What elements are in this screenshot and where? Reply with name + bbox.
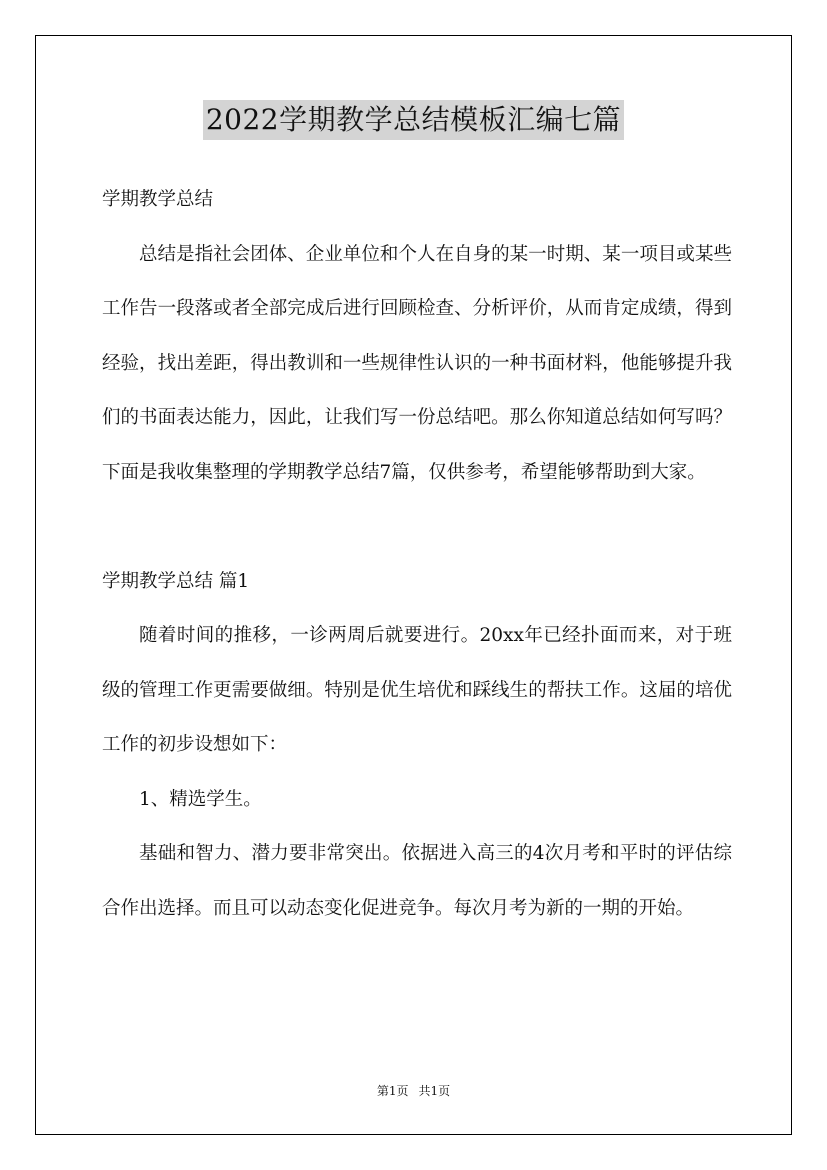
part-heading: 学期教学总结 篇1 [102, 570, 250, 592]
body-paragraph: 随着时间的推移，一诊两周后就要进行。20xx年已经扑面而来，对于班级的管理工作更需要做细。特别是优生培优和踩线生的帮扶工作。这届的培优工作的初步设想如下： [102, 625, 732, 755]
title-container [0, 100, 827, 140]
page-number: 第1页 [376, 1084, 409, 1098]
section-heading: 学期教学总结 [102, 189, 214, 210]
document-title: 2022学期教学总结模板汇编七篇 [203, 100, 624, 140]
paragraph-spacer [102, 500, 732, 555]
page-footer [0, 1081, 827, 1101]
intro-paragraph: 总结是指社会团体、企业单位和个人在自身的某一时期、某一项目或某些工作告一段落或者全部完成后进行回顾检查、分析评价，从而肯定成绩，得到经验，找出差距，得出教训和一些规律性认识的一种书面材料，他能够提升我们的书面表达能力，因此，让我们写一份总结吧。那么你知道总结如何写吗？下面是我收集整理的学期教学总结7篇，仅供参考，希望能够帮助到大家。 [102, 243, 732, 483]
document-body [102, 173, 732, 936]
page-total: 共1页 [418, 1084, 451, 1098]
body-paragraph: 1、精选学生。 [139, 788, 262, 810]
body-paragraph: 基础和智力、潜力要非常突出。依据进入高三的4次月考和平时的评估综合作出选择。而且可以动态变化促进竞争。每次月考为新的一期的开始。 [102, 843, 732, 919]
